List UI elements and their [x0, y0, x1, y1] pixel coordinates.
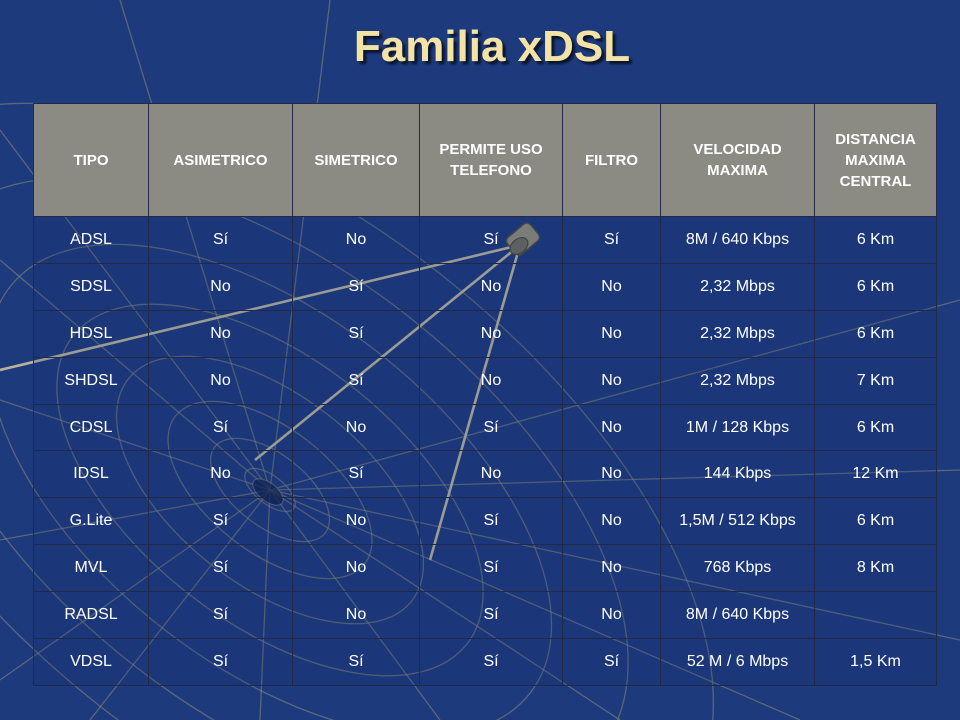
cell-velocidad-maxima: 8M / 640 Kbps [661, 592, 815, 639]
cell-velocidad-maxima: 2,32 Mbps [661, 310, 815, 357]
cell-distancia-maxima: 6 Km [815, 217, 937, 264]
cell-filtro: No [563, 404, 661, 451]
cell-velocidad-maxima: 1,5M / 512 Kbps [661, 498, 815, 545]
cell-tipo: SHDSL [34, 357, 149, 404]
cell-tipo: CDSL [34, 404, 149, 451]
cell-distancia-maxima: 6 Km [815, 404, 937, 451]
table-row [34, 451, 937, 498]
cell-tipo: MVL [34, 545, 149, 592]
header-distancia-maxima-central: DISTANCIA MAXIMA CENTRAL [815, 104, 937, 217]
slide-title: Familia xDSL [353, 22, 631, 71]
cell-velocidad-maxima: 2,32 Mbps [661, 357, 815, 404]
cell-velocidad-maxima: 768 Kbps [661, 545, 815, 592]
header-velocidad-maxima: VELOCIDAD MAXIMA [661, 104, 815, 217]
cell-tipo: RADSL [34, 592, 149, 639]
cell-distancia-maxima: 12 Km [815, 451, 937, 498]
table-row [34, 404, 937, 451]
cell-filtro: No [563, 310, 661, 357]
cell-tipo: HDSL [34, 310, 149, 357]
cell-asimetrico: Sí [149, 592, 293, 639]
header-asimetrico: ASIMETRICO [149, 104, 293, 217]
cell-permite-uso-telefono: Sí [420, 592, 563, 639]
cell-tipo: VDSL [34, 639, 149, 686]
cell-velocidad-maxima: 8M / 640 Kbps [661, 217, 815, 264]
xdsl-comparison-table [33, 103, 937, 686]
cell-simetrico: Sí [293, 310, 420, 357]
cell-asimetrico: No [149, 451, 293, 498]
header-permite-uso-telefono: PERMITE USO TELEFONO [420, 104, 563, 217]
cell-permite-uso-telefono: No [420, 451, 563, 498]
cell-permite-uso-telefono: Sí [420, 404, 563, 451]
table-row [34, 310, 937, 357]
cell-asimetrico: No [149, 357, 293, 404]
cell-simetrico: No [293, 217, 420, 264]
cell-filtro: No [563, 592, 661, 639]
cell-asimetrico: Sí [149, 404, 293, 451]
cell-tipo: ADSL [34, 217, 149, 264]
table-row [34, 545, 937, 592]
cell-filtro: No [563, 263, 661, 310]
cell-asimetrico: Sí [149, 545, 293, 592]
cell-permite-uso-telefono: Sí [420, 498, 563, 545]
cell-velocidad-maxima: 144 Kbps [661, 451, 815, 498]
table-row [34, 592, 937, 639]
cell-velocidad-maxima: 2,32 Mbps [661, 263, 815, 310]
cell-permite-uso-telefono: Sí [420, 639, 563, 686]
cell-filtro: No [563, 357, 661, 404]
cell-simetrico: Sí [293, 451, 420, 498]
table-row [34, 263, 937, 310]
cell-distancia-maxima: 6 Km [815, 263, 937, 310]
cell-asimetrico: Sí [149, 639, 293, 686]
cell-filtro: No [563, 498, 661, 545]
cell-distancia-maxima: 6 Km [815, 498, 937, 545]
cell-tipo: IDSL [34, 451, 149, 498]
header-simetrico: SIMETRICO [293, 104, 420, 217]
cell-filtro: Sí [563, 639, 661, 686]
cell-filtro: Sí [563, 217, 661, 264]
cell-asimetrico: No [149, 263, 293, 310]
cell-distancia-maxima [815, 592, 937, 639]
cell-permite-uso-telefono: Sí [420, 545, 563, 592]
cell-velocidad-maxima: 1M / 128 Kbps [661, 404, 815, 451]
cell-asimetrico: No [149, 310, 293, 357]
cell-simetrico: No [293, 592, 420, 639]
table-row [34, 639, 937, 686]
cell-filtro: No [563, 545, 661, 592]
header-filtro: FILTRO [563, 104, 661, 217]
cell-filtro: No [563, 451, 661, 498]
table-row [34, 498, 937, 545]
cell-asimetrico: Sí [149, 217, 293, 264]
cell-simetrico: Sí [293, 357, 420, 404]
table-row [34, 357, 937, 404]
header-tipo: TIPO [34, 104, 149, 217]
cell-simetrico: No [293, 498, 420, 545]
cell-permite-uso-telefono: No [420, 310, 563, 357]
cell-velocidad-maxima: 52 M / 6 Mbps [661, 639, 815, 686]
table-header-row [34, 104, 937, 217]
cell-permite-uso-telefono: No [420, 263, 563, 310]
cell-distancia-maxima: 8 Km [815, 545, 937, 592]
cell-asimetrico: Sí [149, 498, 293, 545]
cell-distancia-maxima: 1,5 Km [815, 639, 937, 686]
cell-permite-uso-telefono: Sí [420, 217, 563, 264]
cell-tipo: SDSL [34, 263, 149, 310]
cell-distancia-maxima: 7 Km [815, 357, 937, 404]
cell-simetrico: No [293, 545, 420, 592]
table-row [34, 217, 937, 264]
cell-simetrico: Sí [293, 263, 420, 310]
cell-permite-uso-telefono: No [420, 357, 563, 404]
cell-simetrico: Sí [293, 639, 420, 686]
cell-tipo: G.Lite [34, 498, 149, 545]
cell-simetrico: No [293, 404, 420, 451]
cell-distancia-maxima: 6 Km [815, 310, 937, 357]
